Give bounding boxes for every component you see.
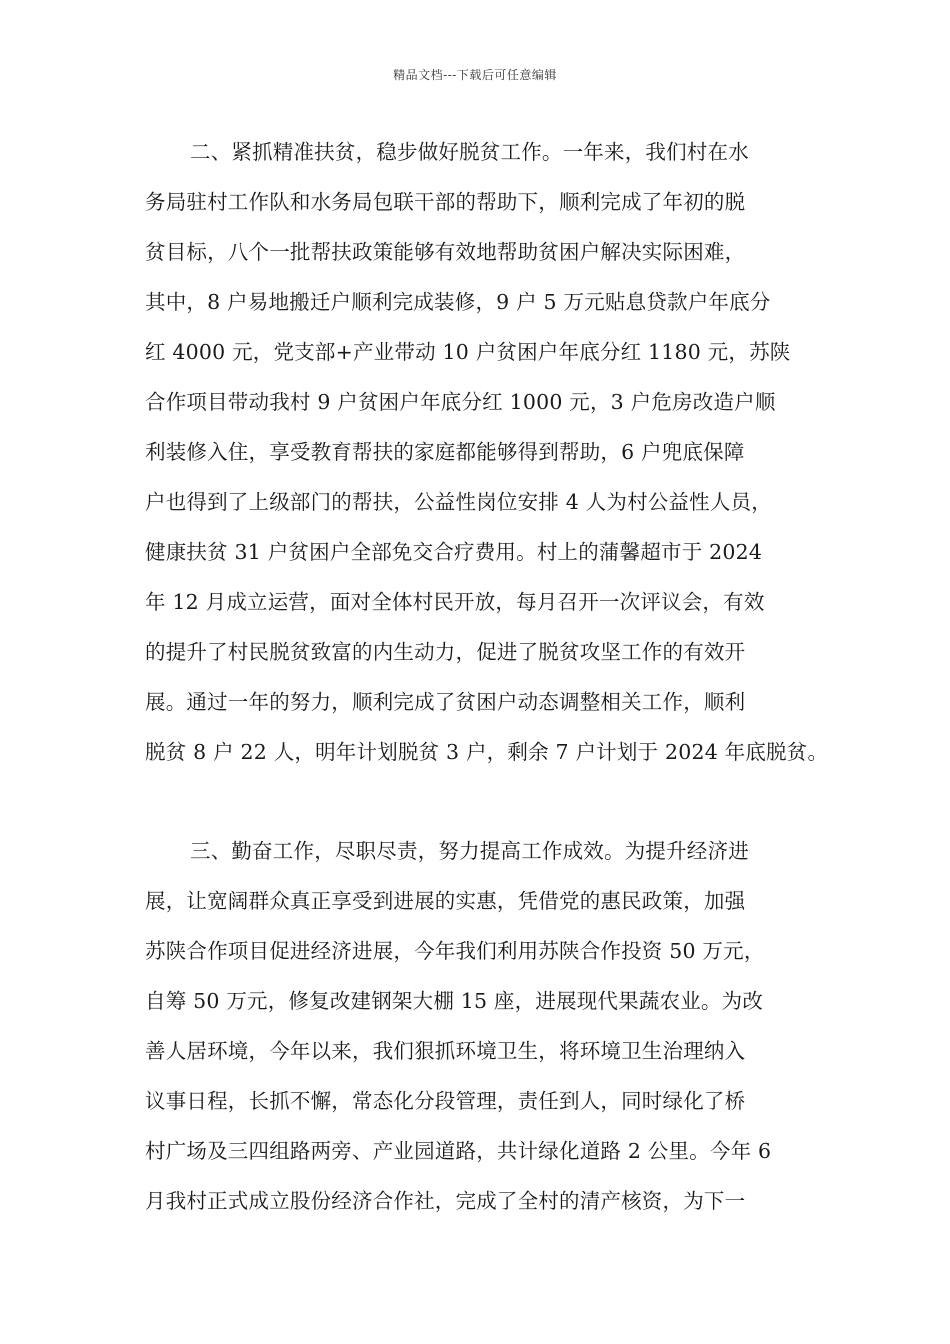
paragraph-line: 利装修入住，享受教育帮扶的家庭都能够得到帮助，6 户兜底保障: [145, 440, 745, 464]
paragraph-line: 展。通过一年的努力，顺利完成了贫困户动态调整相关工作，顺利: [145, 690, 746, 714]
paragraph-economic-work: [145, 826, 805, 1226]
paragraph-line: 务局驻村工作队和水务局包联干部的帮助下，顺利完成了年初的脱: [145, 190, 746, 214]
paragraph-line: 红 4000 元，党支部+产业带动 10 户贫困户年底分红 1180 元，苏陕: [145, 340, 791, 364]
paragraph-line: 的提升了村民脱贫致富的内生动力，促进了脱贫攻坚工作的有效开: [145, 640, 746, 664]
paragraph-line: 户也得到了上级部门的帮扶，公益性岗位安排 4 人为村公益性人员，: [145, 490, 772, 514]
paragraph-line: 村广场及三四组路两旁、产业园道路，共计绿化道路 2 公里。今年 6: [145, 1139, 772, 1163]
paragraph-line: 月我村正式成立股份经济合作社，完成了全村的清产核资，为下一: [145, 1189, 746, 1213]
paragraph-line: 健康扶贫 31 户贫困户全部免交合疗费用。村上的蒲馨超市于 2024: [145, 540, 763, 564]
paragraph-line: 合作项目带动我村 9 户贫困户年底分红 1000 元，3 户危房改造户顺: [145, 390, 776, 414]
paragraph-line: 脱贫 8 户 22 人，明年计划脱贫 3 户，剩余 7 户计划于 2024 年底脱贫。: [145, 740, 829, 764]
paragraph-poverty-alleviation: [145, 127, 829, 777]
page-header: 精品文档---下载后可任意编辑: [393, 68, 557, 82]
paragraph-line: 三、勤奋工作，尽职尽责，努力提高工作成效。为提升经济进: [190, 839, 749, 863]
paragraph-line: 议事日程，长抓不懈，常态化分段管理，责任到人，同时绿化了桥: [145, 1089, 746, 1113]
paragraph-line: 善人居环境，今年以来，我们狠抓环境卫生，将环境卫生治理纳入: [145, 1039, 746, 1063]
paragraph-line: 二、紧抓精准扶贫，稳步做好脱贫工作。一年来，我们村在水: [190, 140, 749, 164]
paragraph-line: 贫目标，八个一批帮扶政策能够有效地帮助贫困户解决实际困难，: [145, 240, 746, 264]
paragraph-line: 苏陕合作项目促进经济进展，今年我们利用苏陕合作投资 50 万元，: [145, 939, 765, 963]
paragraph-line: 年 12 月成立运营，面对全体村民开放，每月召开一次评议会，有效: [145, 590, 765, 614]
paragraph-line: 其中，8 户易地搬迁户顺利完成装修，9 户 5 万元贴息贷款户年底分: [145, 290, 771, 314]
paragraph-line: 展，让宽阔群众真正享受到进展的实惠，凭借党的惠民政策，加强: [145, 889, 746, 913]
paragraph-line: 自筹 50 万元，修复改建钢架大棚 15 座，进展现代果蔬农业。为改: [145, 989, 764, 1013]
